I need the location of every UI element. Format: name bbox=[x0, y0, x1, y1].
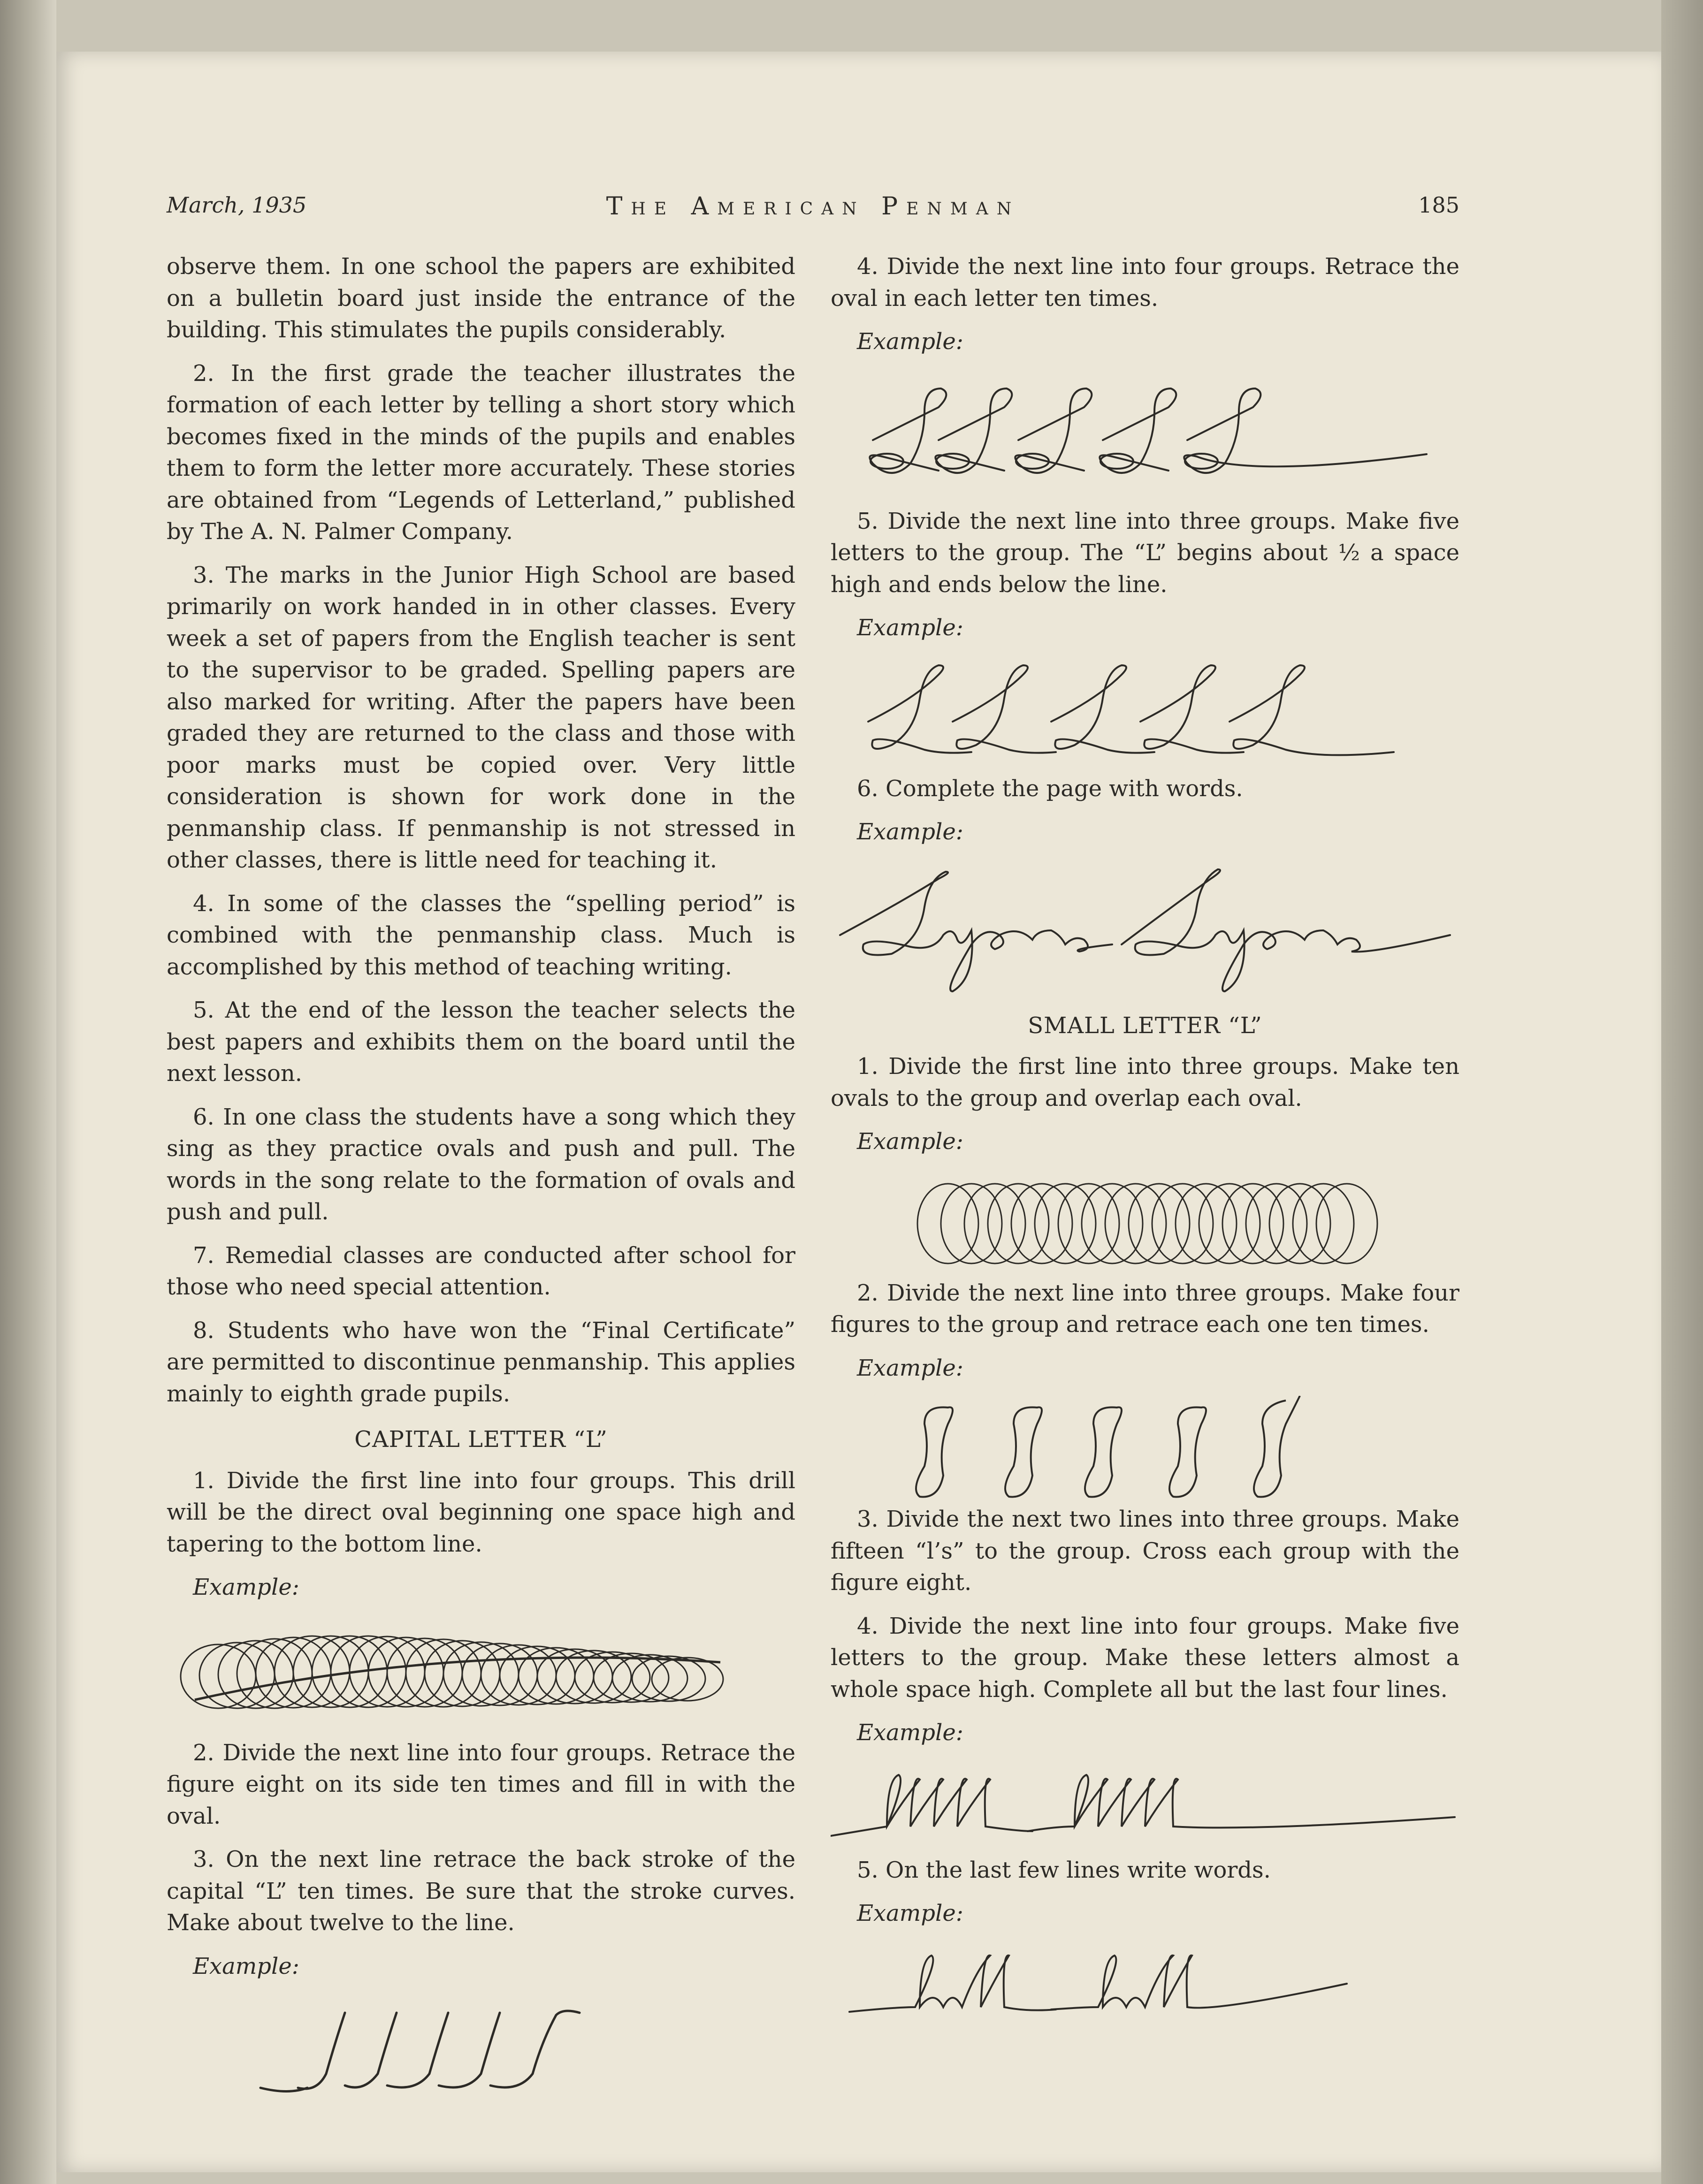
paragraph: 3. On the next line retrace the back stroke of the capital “L” ten times. Be sure that the stroke curves. Make about twelve to the line. bbox=[167, 1846, 795, 1936]
section-heading: CAPITAL LETTER “L” bbox=[354, 1426, 608, 1453]
example-label: Example: bbox=[193, 1574, 299, 1600]
right-column bbox=[831, 251, 1459, 2031]
paragraph: 4. Divide the next line into four groups. Retrace the oval in each letter ten times. bbox=[831, 253, 1459, 312]
paragraph: 2. Divide the next line into three groups. Make four figures to the group and retrace each one ten times. bbox=[831, 1279, 1459, 1338]
overlapping-ovals-illustration bbox=[831, 1170, 1459, 1278]
paragraph: observe them. In one school the papers are exhibited on a bulletin board just inside the entrance of the building. This stimulates the pupils considerably. bbox=[167, 253, 795, 343]
capital-l-oval-illustration bbox=[831, 370, 1459, 506]
paragraph: 7. Remedial classes are conducted after school for those who need special attention. bbox=[167, 1242, 795, 1300]
paragraph: 2. Divide the next line into four groups. Retrace the figure eight on its side ten times and fill in with the oval. bbox=[167, 1739, 795, 1829]
running-header bbox=[167, 192, 1459, 225]
paragraph: 3. The marks in the Junior High School are based primarily on work handed in in other classes. Every week a set of papers from the English teacher is sent to the supervisor to be graded. Spelling papers are also marked for writing. After the papers have been graded they are returned to the class and those with poor marks must be copied over. Very little consideration is shown for work done in the penmanship class. If penmanship is not stressed in other classes, there is little need for teaching it. bbox=[167, 562, 795, 873]
page-edge bbox=[1661, 0, 1703, 2184]
paragraph: 1. Divide the first line into four groups. This drill will be the direct oval beginning one space high and tapering to the bottom line. bbox=[167, 1467, 795, 1557]
example-label: Example: bbox=[857, 328, 963, 355]
paragraph: 4. Divide the next line into four groups. Make five letters to the group. Make these letters almost a whole space high. Complete all but the last four lines. bbox=[831, 1613, 1459, 1703]
small-l-letters-illustration bbox=[831, 1761, 1459, 1855]
left-column bbox=[167, 251, 795, 2107]
paragraph: 5. At the end of the lesson the teacher selects the best papers and exhibits them on the board until the next lesson. bbox=[167, 997, 795, 1087]
example-label: Example: bbox=[857, 1355, 963, 1381]
book-gutter bbox=[0, 0, 56, 2184]
paragraph: 8. Students who have won the “Final Certificate” are permitted to discontinue penmanship. This applies mainly to eighth grade pupils. bbox=[167, 1317, 795, 1407]
paragraph: 2. In the first grade the teacher illustrates the formation of each letter by telling a short story which becomes fixed in the minds of the pupils and enables them to form the letter more accurately. These stories are obtained from “Legends of Letterland,” published by The A. N. Palmer Company. bbox=[167, 360, 795, 545]
paragraph: 1. Divide the first line into three groups. Make ten ovals to the group and overlap each oval. bbox=[831, 1053, 1459, 1111]
paragraph: 6. In one class the students have a song which they sing as they practice ovals and push and pull. The words in the song relate to the formation of ovals and push and pull. bbox=[167, 1103, 795, 1225]
example-label: Example: bbox=[857, 1128, 963, 1155]
example-label: Example: bbox=[857, 1720, 963, 1746]
header-title: The American Penman bbox=[606, 192, 1020, 221]
header-date: March, 1935 bbox=[167, 192, 307, 218]
example-label: Example: bbox=[193, 1953, 299, 1979]
paragraph: 4. In some of the classes the “spelling period” is combined with the penmanship class. Much is accomplished by this method of teaching writing. bbox=[167, 890, 795, 980]
example-label: Example: bbox=[857, 1900, 963, 1926]
example-label: Example: bbox=[857, 819, 963, 845]
capital-l-letters-illustration bbox=[831, 656, 1459, 773]
lull-word-illustration bbox=[831, 1941, 1459, 2031]
example-label: Example: bbox=[857, 615, 963, 641]
page-number: 185 bbox=[1418, 192, 1459, 218]
paragraph: 5. Divide the next line into three groups. Make five letters to the group. The “L” begins about ½ a space high and ends below the line. bbox=[831, 508, 1459, 598]
back-stroke-illustration bbox=[167, 1994, 795, 2107]
section-heading: SMALL LETTER “L” bbox=[1028, 1012, 1262, 1039]
paragraph: 3. Divide the next two lines into three groups. Make fifteen “l’s” to the group. Cross each group with the figure eight. bbox=[831, 1506, 1459, 1596]
paragraph: 5. On the last few lines write words. bbox=[857, 1857, 1271, 1883]
paragraph: 6. Complete the page with words. bbox=[857, 775, 1243, 802]
oval-drill-illustration bbox=[167, 1615, 795, 1737]
lyons-word-illustration bbox=[831, 860, 1459, 996]
figure-eight-illustration bbox=[831, 1396, 1459, 1504]
